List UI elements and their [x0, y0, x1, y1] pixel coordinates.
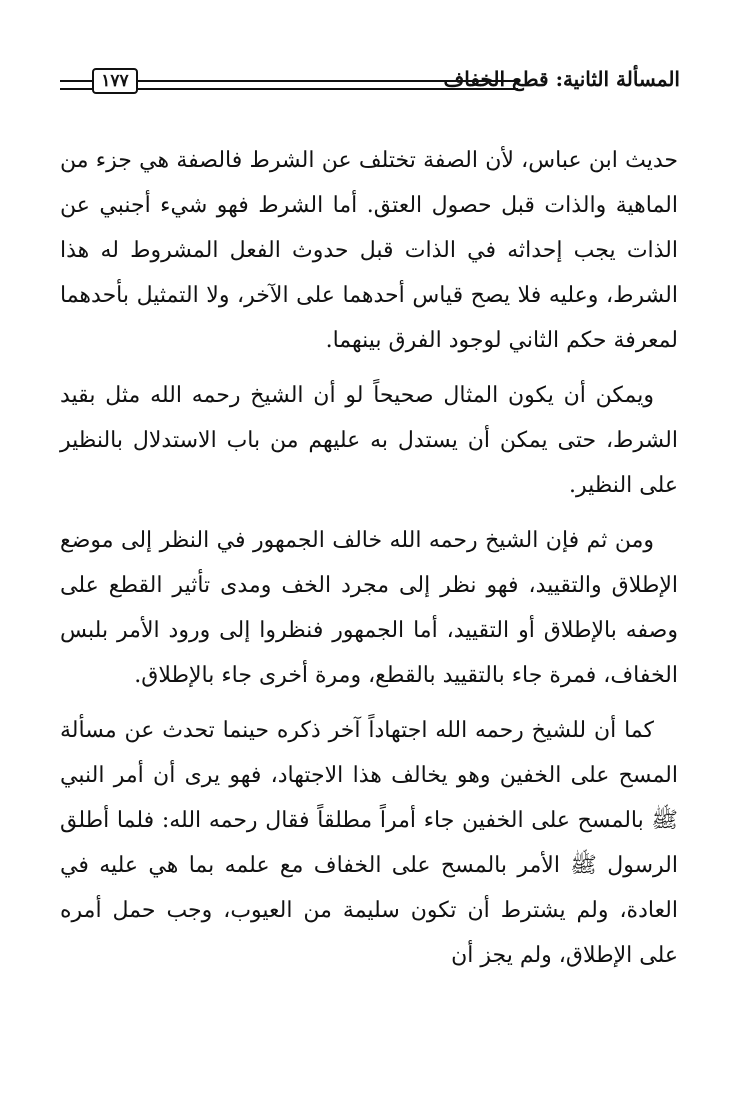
page-header: [60, 62, 680, 98]
page-number: ١٧٧: [92, 68, 138, 94]
running-title: المسألة الثانية: قطع الخفاف: [443, 67, 680, 91]
paragraph-4: كما أن للشيخ رحمه الله اجتهاداً آخر ذكره حينما تحدث عن مسألة المسح على الخفين وهو يخالف هذا الاجتهاد، فهو يرى أن أمر النبي ﷺ بالمسح على الخفين جاء أمراً مطلقاً فقال رحمه الله: فلما أطلق الرسول ﷺ الأمر بالمسح على الخفاف مع علمه بما هي عليه في العادة، ولم يشترط أن تكون سليمة من العيوب، وجب حمل أمره على الإطلاق، ولم يجز أن: [60, 718, 679, 968]
header-rule-left: [60, 80, 92, 90]
paragraph-2: ويمكن أن يكون المثال صحيحاً لو أن الشيخ رحمه الله مثل بقيد الشرط، حتى يمكن أن يستدل به عليهم من باب الاستدلال بالنظير على النظير.: [60, 383, 678, 498]
page-body: [60, 138, 678, 988]
paragraph-3: ومن ثم فإن الشيخ رحمه الله خالف الجمهور في النظر إلى موضع الإطلاق والتقييد، فهو نظر إلى مجرد الخف ومدى تأثير القطع على وصفه بالإطلاق أو التقييد، أما الجمهور فنظروا إلى ورود الأمر بلبس الخفاف، فمرة جاء بالتقييد بالقطع، ومرة أخرى جاء بالإطلاق.: [60, 528, 678, 688]
paragraph-1: حديث ابن عباس، لأن الصفة تختلف عن الشرط فالصفة هي جزء من الماهية والذات قبل حصول العتق. أما الشرط فهو شيء أجنبي عن الذات يجب إحداثه في الذات قبل حدوث الفعل المشروط له هذا الشرط، وعليه فلا يصح قياس أحدهما على الآخر، ولا التمثيل بأحدهما لمعرفة حكم الثاني لوجود الفرق بينهما.: [60, 148, 678, 353]
